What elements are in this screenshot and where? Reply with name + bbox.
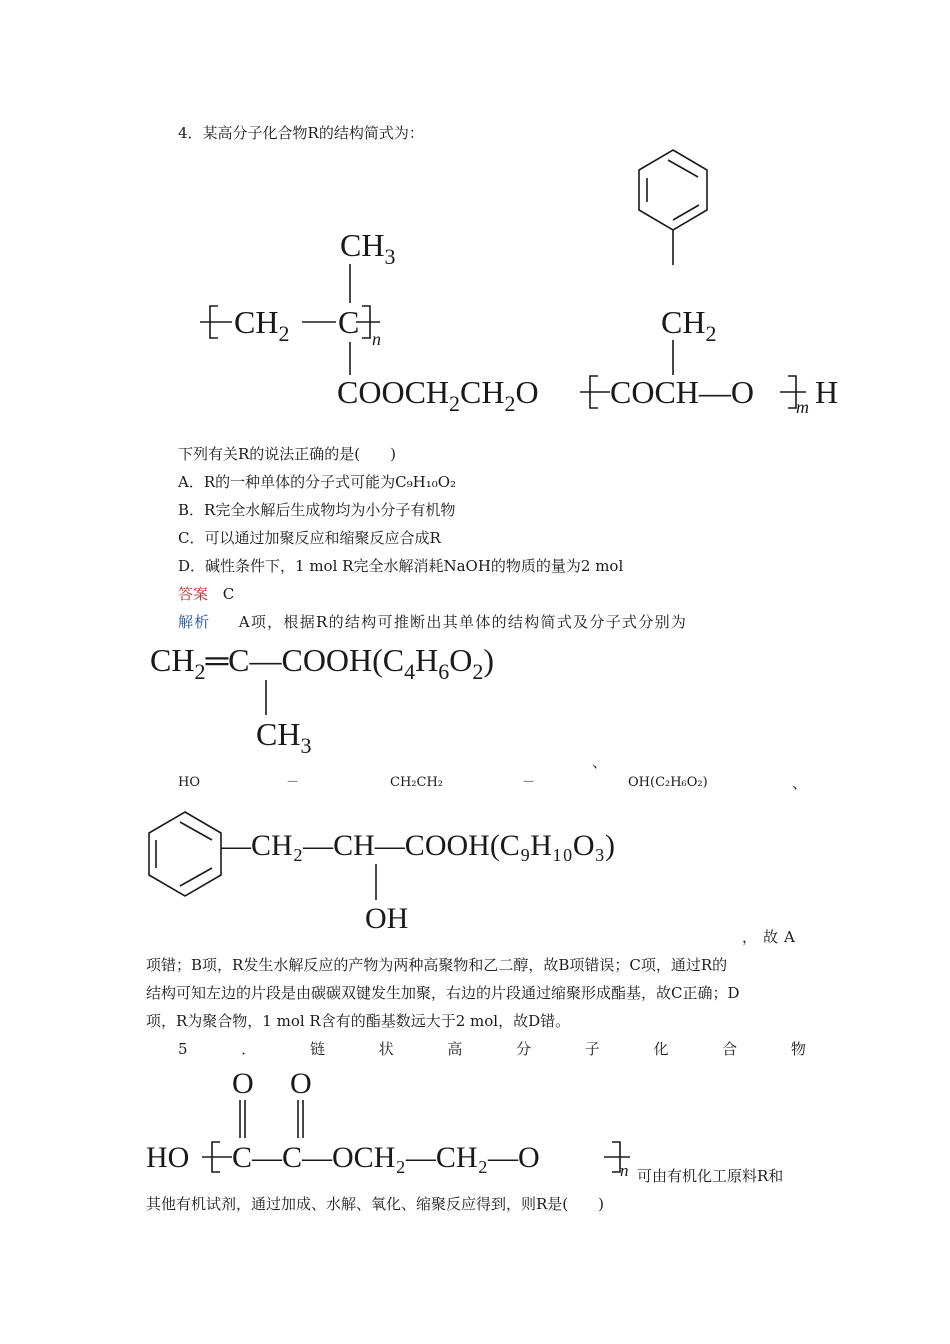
analysis-label: 解析 — [178, 613, 211, 631]
methyl-group: $CH_3$ — [340, 227, 396, 269]
svg-text:HO: HO — [146, 1141, 190, 1174]
question-4-stem: 4．某高分子化合物R的结构简式为： — [178, 124, 424, 142]
hydroxyl: OH — [365, 902, 409, 935]
analysis-body-2: 结构可知左边的片段是由碳碳双键发生加聚，右边的片段通过缩聚形成酯基，故C正确；D — [146, 984, 740, 1002]
center-carbon: C — [338, 304, 360, 340]
ester-chain: $COOCH_2CH_2O$ — [337, 374, 539, 416]
ch2-left: $CH_2$ — [234, 304, 290, 346]
comma-1: 、 — [592, 753, 608, 771]
n-subscript: n — [372, 329, 381, 349]
option-a: A．R的一种单体的分子式可能为C₉H₁₀O₂ — [178, 473, 457, 491]
option-c: C．可以通过加聚反应和缩聚反应合成R — [178, 529, 441, 547]
question-4-prompt: 下列有关R的说法正确的是( ) — [178, 445, 396, 463]
monomer-3-chain: —CH₂—CH—COOH(C₉H₁₀O₃) — [221, 829, 615, 862]
terminal-h: H — [815, 374, 839, 410]
question-5-stem: 5 ． 链 状 高 分 子 化 合 物 — [178, 1040, 806, 1058]
answer-label: 答案 — [178, 585, 209, 603]
q5-chain: C—C—OCH₂—CH₂—O — [232, 1141, 540, 1174]
analysis-intro: A项，根据R的结构可推断出其单体的结构简式及分子式分别为 — [238, 613, 688, 631]
analysis-body-1: 项错；B项，R发生水解反应的产物为两种高聚物和乙二醇，故B项错误；C项，通过R的 — [146, 956, 728, 974]
question-5-tail: 可由有机化工原料R和 — [637, 1167, 784, 1185]
answer-value: C — [222, 585, 235, 603]
q5-left-bracket — [202, 1142, 232, 1172]
benzyl-ch2: $CH_2$ — [661, 304, 717, 346]
svg-text:CH3: $CH_3$ — [256, 716, 312, 758]
svg-text:n: n — [620, 1161, 629, 1180]
m-subscript: m — [796, 397, 809, 417]
svg-text:O: O — [290, 1067, 312, 1100]
question-5-line2: 其他有机试剂，通过加成、水解、氧化、缩聚反应得到，则R是( ) — [146, 1195, 605, 1213]
svg-text:CH2═C—COOH(C4H6O2): $CH_2═C—COOH(C_4H_6O_2)$ — [150, 642, 495, 684]
bracket2-content: COCH—O — [610, 374, 755, 410]
svg-text:O: O — [232, 1067, 254, 1100]
analysis-comma-a: ，故A — [742, 928, 801, 946]
analysis-body-3: 项，R为聚合物，1 mol R含有的酯基数远大于2 mol，故D错。 — [146, 1012, 571, 1030]
option-d: D．碱性条件下，1 mol R完全水解消耗NaOH的物质的量为2 mol — [178, 557, 624, 575]
option-b: B．R完全水解后生成物均为小分子有机物 — [178, 501, 456, 519]
